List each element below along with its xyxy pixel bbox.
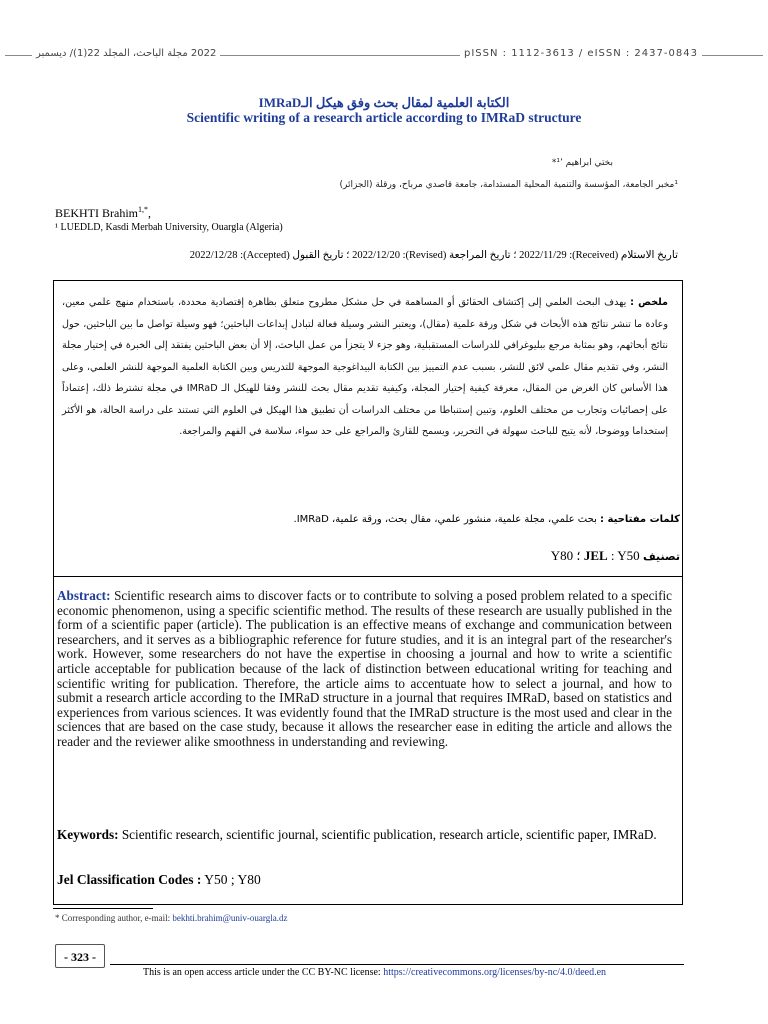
footnote-rule [53,908,153,909]
title-english: Scientific writing of a research article according to IMRaD structure [186,110,582,125]
license-link[interactable]: https://creativecommons.org/licenses/by-nc/4.0/deed.en [383,967,607,978]
author-english: BEKHTI Brahim$^{1,*}$, [55,205,151,220]
author-english-name: BEKHTI Brahim [55,206,138,220]
title-arabic: الكتابة العلمية لمقال بحث وفق هيكل الـIMRaD [258,95,510,110]
abstract-arabic-text: يهدف البحث العلمي إلى إكتشاف الحقائق أو المساهمة في حل مشكل مطروح متعلق بظاهرة إقتصادية محددة، باستخدام منهج علمي معين، وعادة ما تنشر نتائج هذه الأبحاث في شكل ورقة علمية (مقال)، ويعتبر النشر وسيلة فعالة لتبادل إبداعات الباحثين؛ فهو وسيلة تواصل ما بين الباحثين، حول نتائج أبحاثهم، وهو بمثابة مرجع ببليوغرافي للدراسات المستقبلية، وهو جزء لا يتجزأ من عمل الباحث، إلا أن بعض الباحثين يفتقد إلى الخبرة في إختيار مجلة النشر، وفي تقديم مقال علمي لائق للنشر، بسبب عدم التمييز بين الكتابة البيداغوجية الموجهة للتدريس وبين الكتابة العلمية الموجهة للنشر العلمي، وعلى هذا الأساس كان الغرض من المقال، معرفة كيفية إختيار المجلة، وكيفية تقديم مقال بحث للنشر وفقا للهيكل الـ IMRaD في مجلة تشترط ذلك، إعتماداً على إحصائيات وتجارب من مختلف العلوم، وتبين إستنباطا من مختلف الدراسات أن تطبيق هذا الهيكل في العلوم التي تستند على دراسة الحالة، هو الأكثر إستخداما ووضوحا، لأنه يتيح للباحث سهولة في التحرير، ويسمح للقارئ والمراجع على حد سواء، سلاسة في الفهم والمراجعة. [62,297,668,437]
keywords-arabic-text: بحث علمي، مجلة علمية، منشور علمي، مقال بحث، ورقة علمية، IMRaD. [293,514,601,525]
footer-rule [110,964,684,965]
footnote [55,913,287,923]
footnote-text: * Corresponding author, e-mail: [55,913,173,923]
affiliation-arabic: ¹مخبر الجامعة، المؤسسة والتنمية المحلية المستدامة، جامعة قاصدي مرباح، ورقلة (الجزائر) [339,180,678,190]
license-text: This is an open access article under the CC BY-NC license: [143,967,384,978]
page-number: - 323 - [64,950,96,964]
abstract-english-text: Scientific research aims to discover facts or to contribute to solving a posed problem related to a specific economic phenomenon, using a specific scientific method. The results of these research are usually published in the form of a scientific paper (article). The publication is an effective means of exchange and communication between researchers, and it serves as a bibliographic reference for future studies, and it is an integral part of the researcher's work. However, some researchers do not have the expertise in choosing a journal and how to write a scientific article acceptable for publication because of the lack of distinction between educational writing for teaching and scientific writing for publication. Therefore, the article aims to accentuate how to select a journal, and how to submit a research article according to the IMRaD structure in a journal that requires IMRaD, based on statistics and experiences from various sciences. It was evidently found that the IMRaD structure is the most used and clear in the sciences that are based on the case study, because it allows the researcher ease in editing the article and allows the reader and the reviewer alike smoothness in understanding and reviewing. [57,588,672,749]
jel-arabic-label: تصنيف [642,550,680,563]
abstract-box-divider [53,576,683,577]
keywords-arabic [294,514,680,525]
corresponding-email-link[interactable]: bekhti.brahim@univ-ouargla.dz [172,913,288,923]
jel-english-text: Y50 ; Y80 [201,872,261,887]
abstract-arabic [62,292,668,443]
keywords-english [57,827,672,842]
affiliation-english: ¹ LUEDLD, Kasdi Merbah University, Ouargla (Algeria) [55,222,283,233]
license-notice [143,967,606,978]
issn-info: pISSN : 1112-3613 / eISSN : 2437-0843 [460,48,702,59]
abstract-english [57,589,672,750]
author-english-superscript: 1,* [138,205,148,214]
keywords-english-text: Scientific research, scientific journal, scientific publication, research article, scientific paper, IMRaD. [118,827,657,842]
jel-english [57,872,261,888]
jel-arabic-codes: : Y50 ؛ Y80 [550,548,640,563]
jel-arabic [551,548,680,564]
abstract-arabic-label: ملخص : [630,297,668,308]
abstract-english-label: Abstract: [57,588,111,603]
keywords-english-label: Keywords: [57,827,119,842]
keywords-arabic-label: كلمات مفتاحية : [600,514,680,525]
journal-volume-info: 2022 مجلة الباحث، المجلد 22(1)/ ديسمبر [32,48,220,59]
jel-english-label: Jel Classification Codes : [57,872,202,887]
submission-dates: تاريخ الاستلام (Received): 2022/11/29 ؛ تاريخ المراجعة (Revised): 2022/12/20 ؛ تاريخ القبول (Accepted): 2022/12/28 [189,250,678,261]
author-arabic: بختي ابراهيم ¹٬* [551,158,613,168]
jel-arabic-jel: JEL [583,548,608,563]
